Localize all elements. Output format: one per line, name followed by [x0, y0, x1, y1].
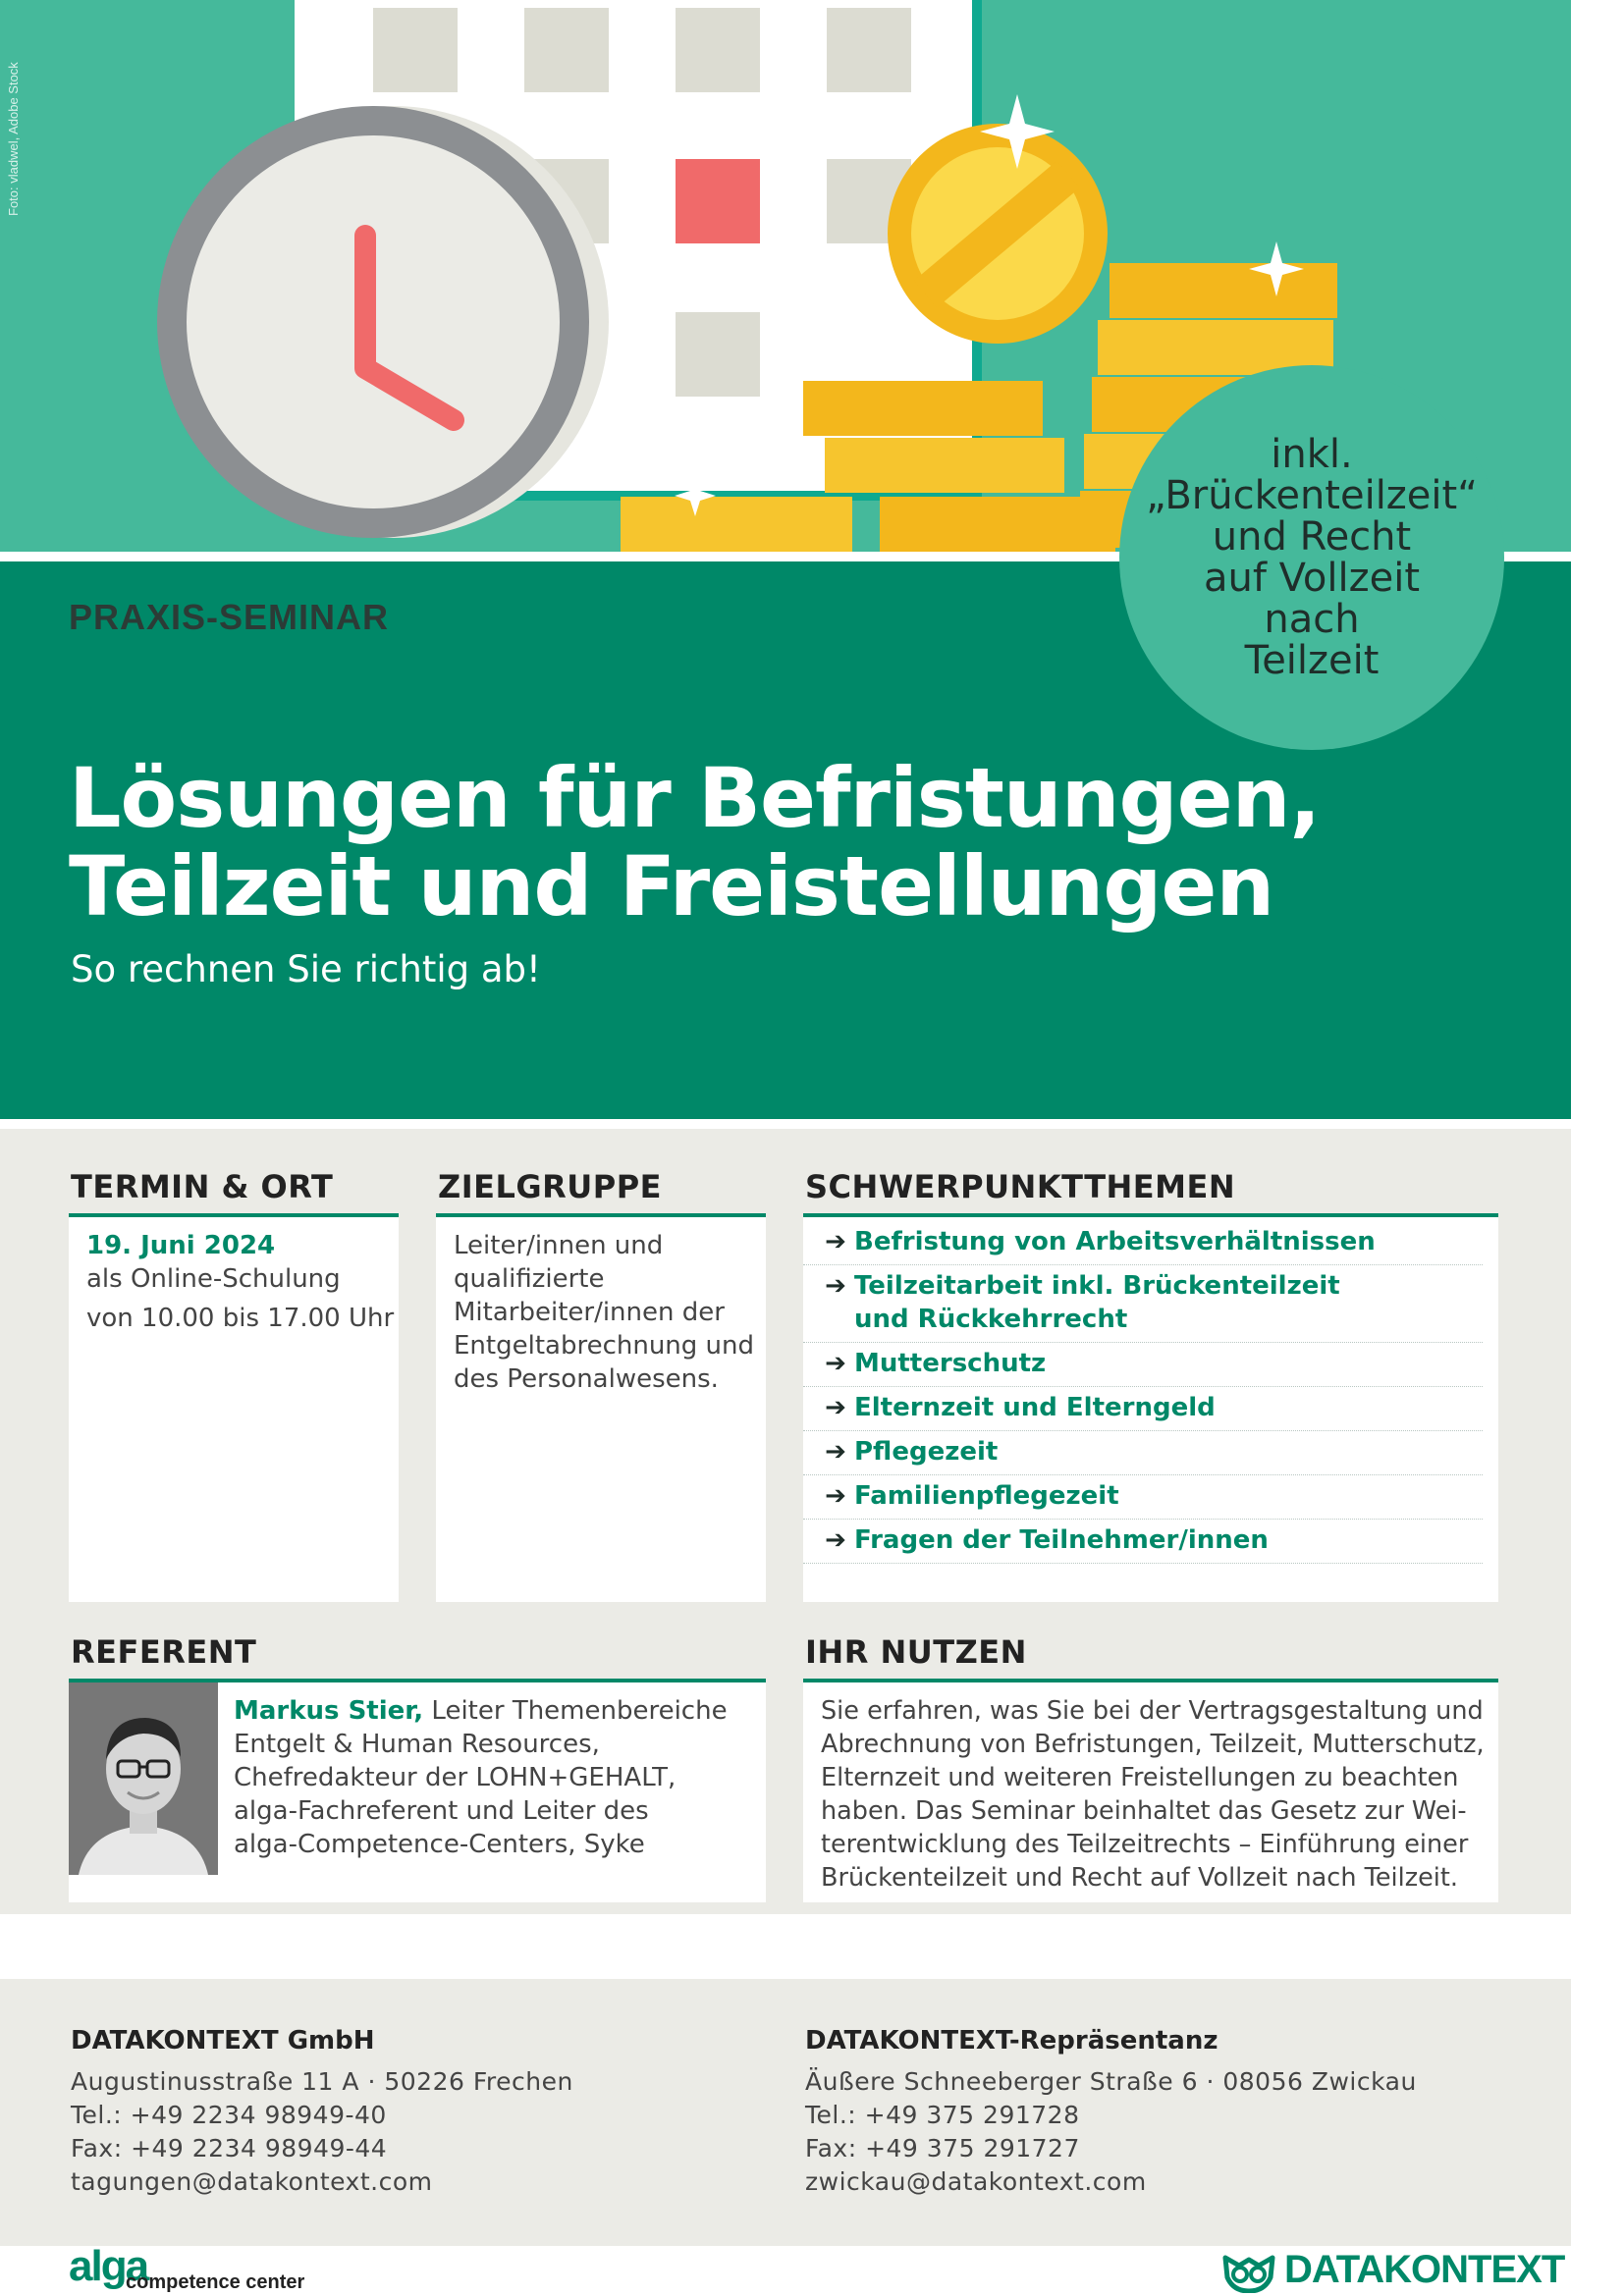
alga-logo — [69, 2242, 363, 2295]
nutzen-line: haben. Das Seminar beinhaltet das Gesetz zur Wei- — [821, 1796, 1467, 1826]
themen-card — [803, 1217, 1498, 1602]
zielgruppe-line: des Personalwesens. — [454, 1364, 719, 1394]
list-item: ➔ Elternzeit und Elterngeld — [803, 1387, 1483, 1431]
seminar-kicker: PRAXIS-SEMINAR — [69, 597, 390, 637]
contact-fax: Fax: +49 2234 98949-44 — [71, 2134, 388, 2163]
contact-address: Äußere Schneeberger Straße 6 · 08056 Zwickau — [805, 2067, 1417, 2096]
arrow-right-icon: ➔ — [825, 1481, 846, 1511]
speaker-line: Entgelt & Human Resources, — [234, 1730, 600, 1759]
list-item: ➔ Pflegezeit — [803, 1431, 1483, 1475]
arrow-right-icon: ➔ — [825, 1349, 846, 1378]
datakontext-logo-word: DATAKONTEXT — [1284, 2248, 1565, 2291]
contact-company: DATAKONTEXT-Repräsentanz — [805, 2026, 1218, 2056]
contact-address: Augustinusstraße 11 A · 50226 Frechen — [71, 2067, 573, 2096]
alga-logo-sub: competence center — [126, 2271, 305, 2293]
contact-zwickau — [805, 2026, 1532, 2199]
nutzen-line: terentwicklung des Teilzeitrechts – Einführung einer — [821, 1830, 1469, 1859]
contact-fax: Fax: +49 375 291727 — [805, 2134, 1080, 2163]
zielgruppe-line: qualifizierte — [454, 1264, 605, 1294]
contact-phone: Tel.: +49 375 291728 — [805, 2101, 1080, 2129]
arrow-right-icon: ➔ — [825, 1393, 846, 1422]
nutzen-heading: IHR NUTZEN — [805, 1633, 1027, 1671]
list-item: ➔ Teilzeitarbeit inkl. Brückenteilzeit und Rückkehrrecht — [803, 1265, 1483, 1343]
zielgruppe-line: Leiter/innen und — [454, 1231, 664, 1260]
contact-email[interactable]: tagungen@datakontext.com — [71, 2167, 433, 2196]
arrow-right-icon: ➔ — [825, 1437, 846, 1467]
zielgruppe-line: Entgeltabrechnung und — [454, 1331, 755, 1361]
referent-heading: REFERENT — [71, 1633, 257, 1671]
speaker-line: alga-Competence-Centers, Syke — [234, 1830, 645, 1859]
contact-company: DATAKONTEXT GmbH — [71, 2026, 375, 2056]
zielgruppe-card — [436, 1217, 766, 1602]
list-item: ➔ Mutterschutz — [803, 1343, 1483, 1387]
title-line-1: Lösungen für Befristungen, — [69, 750, 1321, 846]
nutzen-line: Abrechnung von Befristungen, Teilzeit, Mutterschutz, — [821, 1730, 1485, 1759]
badge-text: inkl. „Brückenteilzeit“ und Recht auf Vollzeit nach Teilzeit — [1146, 432, 1478, 683]
contact-phone: Tel.: +49 2234 98949-40 — [71, 2101, 387, 2129]
termin-time: von 10.00 bis 17.00 Uhr — [86, 1304, 395, 1333]
contact-frechen — [71, 2026, 758, 2199]
contact-email[interactable]: zwickau@datakontext.com — [805, 2167, 1147, 2196]
datakontext-owl-icon — [1221, 2248, 1276, 2293]
photo-credit: Foto: vladwel, Adobe Stock — [6, 62, 21, 216]
themen-heading: SCHWERPUNKTTHEMEN — [805, 1168, 1236, 1205]
speaker-line: Chefredakteur der LOHN+GEHALT, — [234, 1763, 677, 1792]
avatar — [69, 1682, 218, 1875]
nutzen-line: Brückenteilzeit und Recht auf Vollzeit nach Teilzeit. — [821, 1863, 1458, 1893]
list-item: ➔ Familienpflegezeit — [803, 1475, 1483, 1520]
nutzen-line: Sie erfahren, was Sie bei der Vertragsgestaltung und — [821, 1696, 1484, 1726]
nutzen-card — [803, 1682, 1498, 1902]
alga-logo-word: alga — [69, 2242, 148, 2290]
title-line-2: Teilzeit und Freistellungen — [69, 838, 1274, 934]
arrow-right-icon: ➔ — [825, 1271, 846, 1301]
list-item: ➔ Befristung von Arbeitsverhältnissen — [803, 1221, 1483, 1265]
termin-date: 19. Juni 2024 — [86, 1231, 276, 1260]
page-title — [69, 750, 1443, 934]
highlight-badge — [1119, 365, 1504, 750]
calendar-highlight-cell — [676, 159, 760, 243]
termin-card — [69, 1217, 399, 1602]
themen-list — [803, 1221, 1483, 1564]
speaker-role: Leiter Themenbereiche — [423, 1696, 728, 1726]
arrow-right-icon: ➔ — [825, 1227, 846, 1256]
speaker-name: Markus Stier, — [234, 1696, 424, 1726]
referent-card — [69, 1682, 766, 1902]
zielgruppe-line: Mitarbeiter/innen der — [454, 1298, 725, 1327]
list-item: ➔ Fragen der Teilnehmer/innen — [803, 1520, 1483, 1564]
termin-heading: TERMIN & ORT — [71, 1168, 334, 1205]
termin-format: als Online-Schulung — [86, 1264, 341, 1294]
page-subtitle: So rechnen Sie richtig ab! — [71, 948, 541, 990]
zielgruppe-heading: ZIELGRUPPE — [438, 1168, 663, 1205]
nutzen-line: Elternzeit und weiteren Freistellungen zu beachten — [821, 1763, 1459, 1792]
speaker-portrait — [69, 1682, 218, 1875]
speaker-line: alga-Fachreferent und Leiter des — [234, 1796, 649, 1826]
arrow-right-icon: ➔ — [825, 1525, 846, 1555]
datakontext-logo — [1221, 2248, 1575, 2293]
